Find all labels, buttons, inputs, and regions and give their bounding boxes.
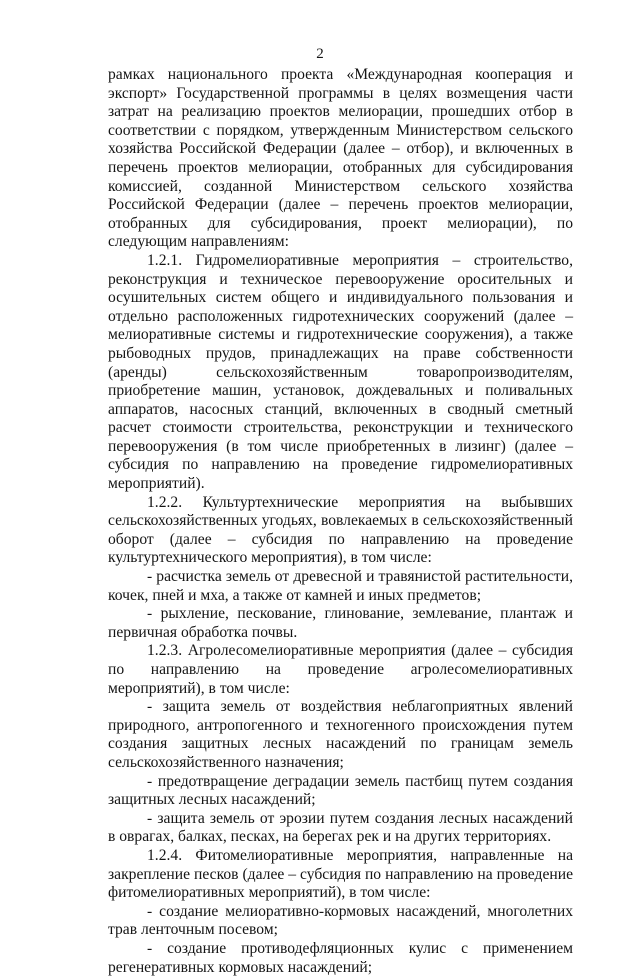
paragraph-1-2-3-agroforest: 1.2.3. Агролесомелиоративные мероприятия (далее – субсидия по направлению на проведение агролесомелиоративных мероприятий), в том числе: (108, 642, 573, 697)
document-body (108, 66, 573, 977)
paragraph-1-2-4-phyto: 1.2.4. Фитомелиоративные мероприятия, направленные на закрепление песков (далее – субсидия по направлению на проведение фитомелиоративных мероприятий), в том числе: (108, 846, 573, 902)
list-item-forage-plantings: - создание мелиоративно-кормовых насаждений, многолетних трав ленточным посевом; (108, 902, 573, 939)
paragraph-1-2-2-cultural: 1.2.2. Культуртехнические мероприятия на выбывших сельскохозяйственных угодьях, вовлекаемых в сельскохозяйственный оборот (далее – субсидия по направлению на проведение культуртехнического мероприятия), в том числе: (108, 493, 573, 567)
list-item-clearing: - расчистка земель от древесной и травянистой растительности, кочек, пней и мха, а также от камней и иных предметов; (108, 568, 573, 604)
list-item-land-protection: - защита земель от воздействия неблагоприятных явлений природного, антропогенного и техногенного происхождения путем создания защитных лесных насаждений по границам земель сельскохозяйственного назначения; (108, 698, 573, 771)
page-number: 2 (316, 46, 324, 62)
paragraph-intro-continuation: рамках национального проекта «Международная кооперация и экспорт» Государственной программы в целях возмещения части затрат на реализацию проектов мелиорации, прошедших отбор в соответствии с порядком, утвержденным Министерством сельского хозяйства Российской Федерации (далее – отбор), и включенных в перечень проектов мелиорации, отобранных для субсидирования комиссией, созданной Министерством сельского хозяйства Российской Федерации (далее – перечень проектов мелиорации, отобранных для субсидирования, проект мелиорации), по следующим направлениям: (108, 66, 573, 251)
list-item-erosion-protection: - защита земель от эрозии путем создания лесных насаждений в оврагах, балках, песках, на берегах рек и на других территориях. (108, 809, 573, 846)
list-item-loosening: - рыхление, пескование, глинование, землевание, плантаж и первичная обработка почвы. (108, 605, 573, 641)
paragraph-1-2-1-hydro: 1.2.1. Гидромелиоративные мероприятия – строительство, реконструкция и техническое перевооружение оросительных и осушительных систем общего и индивидуального пользования и отдельно расположенных гидротехнических сооружений (далее – мелиоративные системы и гидротехнические сооружения), а также рыбоводных прудов, принадлежащих на праве собственности (аренды) сельскохозяйственным товаропроизводителям, приобретение машин, установок, дождевальных и поливальных аппаратов, насосных станций, включенных в сводный сметный расчет стоимости строительства, реконструкции и технического перевооружения (в том числе приобретенных в лизинг) (далее – субсидия по направлению на проведение гидромелиоративных мероприятий). (108, 251, 573, 493)
list-item-pasture-degradation: - предотвращение деградации земель пастбищ путем создания защитных лесных насаждений; (108, 772, 573, 809)
list-item-antideflation-screens: - создание противодефляционных кулис с применением регенеративных кормовых насаждений; (108, 939, 573, 976)
